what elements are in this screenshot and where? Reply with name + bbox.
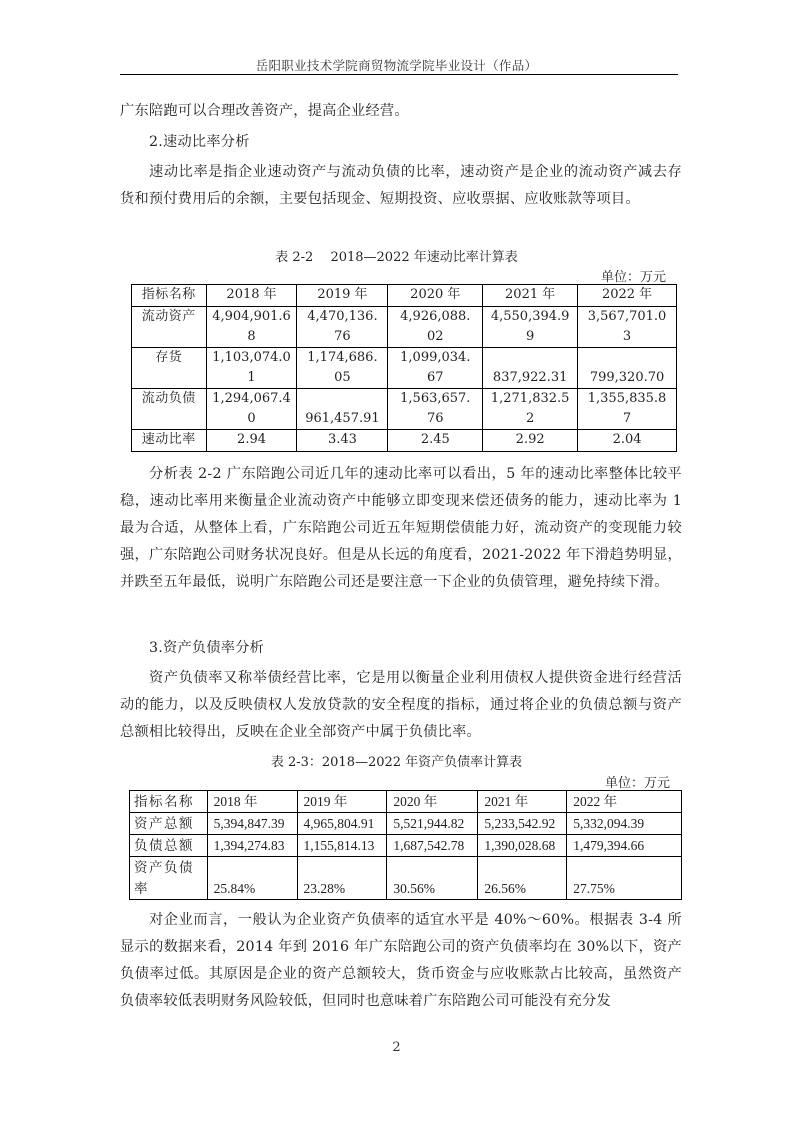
table-cell: 5,394,847.39	[207, 813, 297, 835]
label-line: 率	[134, 881, 149, 896]
table-cell	[297, 348, 388, 389]
cell-line: 2	[526, 411, 535, 426]
table-cell	[206, 348, 297, 389]
debt-ratio-table	[129, 790, 682, 900]
cell-line: 3,567,701.0	[587, 309, 667, 324]
table-2-3-caption: 表 2-3：2018—2022 年资产负债率计算表	[270, 755, 523, 770]
cell-line: 1,099,034.	[400, 350, 471, 365]
cell-line: 7	[622, 411, 632, 426]
section-heading-quick-ratio: 2.速动比率分析	[149, 134, 250, 150]
table-2-3-unit: 单位：万元	[605, 776, 671, 791]
cell-line: 1,294,067.4	[212, 391, 291, 406]
table-cell: 30.56%	[387, 857, 478, 900]
cell-line: 76	[427, 411, 444, 426]
cell-line	[578, 348, 676, 368]
header-cell-year: 2019 年	[297, 285, 388, 307]
header-cell-indicator: 指标名称	[130, 791, 208, 813]
cell-line: 67	[427, 370, 444, 385]
cell-line: 4,926,088.	[400, 309, 471, 324]
cell-line: 1,271,832.5	[490, 391, 570, 406]
table-cell	[206, 307, 297, 348]
cell-line: 9	[526, 329, 535, 344]
table-row	[132, 348, 677, 389]
cell-line: 4,904,901.6	[212, 309, 291, 324]
table-cell	[483, 430, 578, 452]
cell-line: 961,457.91	[305, 411, 380, 426]
table-cell	[578, 307, 677, 348]
table-cell	[483, 348, 578, 389]
header-cell-year: 2018 年	[206, 285, 297, 307]
table-row	[130, 835, 682, 857]
cell-line: 3.43	[327, 432, 357, 447]
table-cell	[297, 430, 388, 452]
header-cell-year: 2022 年	[567, 791, 682, 813]
label-line: 负债总额	[134, 838, 194, 853]
table-cell	[297, 307, 388, 348]
table-cell: 25.84%	[207, 857, 297, 900]
cell-line: 2.94	[237, 432, 266, 447]
paragraph-intro-tail: 广东陪跑可以合理改善资产，提高企业经营。	[120, 103, 409, 119]
table-2-2-caption: 表 2-2 2018—2022 年速动比率计算表	[275, 250, 518, 265]
row-label: 流动资产	[132, 307, 207, 348]
table-cell	[388, 348, 483, 389]
table-cell: 1,687,542.78	[387, 835, 478, 857]
table-row	[132, 389, 677, 430]
table-cell: 5,332,094.39	[567, 813, 682, 835]
table-header-row	[132, 285, 677, 307]
label-line: 资产负债	[134, 860, 194, 875]
cell-line: 1,563,657.	[400, 391, 471, 406]
cell-line: 4,470,136.	[307, 309, 378, 324]
table-cell	[388, 307, 483, 348]
header-cell-year: 2020 年	[387, 791, 478, 813]
table-cell	[388, 389, 483, 430]
row-label: 存货	[132, 348, 207, 389]
label-line: 资产总额	[134, 816, 194, 831]
header-cell-year: 2021 年	[478, 791, 567, 813]
document-header-title: 岳阳职业技术学院商贸物流学院毕业设计（作品）	[255, 58, 538, 73]
cell-line: 3	[622, 329, 632, 344]
row-label	[130, 813, 208, 835]
cell-line: 8	[247, 329, 256, 344]
table-cell: 5,521,944.82	[387, 813, 478, 835]
row-label: 速动比率	[132, 430, 207, 452]
cell-line	[297, 389, 387, 409]
table-row	[132, 430, 677, 452]
cell-line: 837,922.31	[492, 370, 568, 385]
paragraph-debt-ratio-analysis: 对企业而言，一般认为企业资产负债率的适宜水平是 40%～60%。根据表 3-4 所显示的数据来看，2014 年到 2016 年广东陪跑公司的资产负债率均在 30%以下，资产负债率过低。其原因是企业的资产总额较大，货币资金与应收账款占比较高，虽然资产负债率较低表明财务风险较低，但同时也意味着广东陪跑公司可能没有充分发	[120, 912, 682, 1009]
table-cell	[206, 430, 297, 452]
paragraph-quick-ratio-definition: 速动比率是指企业速动资产与流动负债的比率，速动资产是企业的流动资产减去存货和预付费用后的余额，主要包括现金、短期投资、应收票据、应收账款等项目。	[120, 164, 682, 207]
cell-line: 1,174,686.	[307, 350, 378, 365]
table-row	[130, 813, 682, 835]
table-cell: 1,155,814.13	[297, 835, 387, 857]
table-cell: 1,390,028.68	[478, 835, 567, 857]
cell-line: 2.04	[612, 432, 642, 447]
row-label	[130, 857, 208, 900]
header-cell-indicator: 指标名称	[132, 285, 207, 307]
table-cell: 1,394,274.83	[207, 835, 297, 857]
table-cell: 26.56%	[478, 857, 567, 900]
cell-line: 799,320.70	[589, 370, 665, 385]
header-cell-year: 2018 年	[207, 791, 297, 813]
table-header-row	[130, 791, 682, 813]
table-cell	[578, 430, 677, 452]
table-cell: 4,965,804.91	[297, 813, 387, 835]
cell-line: 1	[247, 370, 256, 385]
header-rule	[120, 74, 678, 75]
cell-line: 1,103,074.0	[212, 350, 291, 365]
header-cell-year: 2021 年	[483, 285, 578, 307]
table-row	[130, 857, 682, 900]
table-2-2-unit: 单位：万元	[601, 270, 667, 285]
header-cell-year: 2019 年	[297, 791, 387, 813]
header-cell-year: 2022 年	[578, 285, 677, 307]
paragraph-quick-ratio-analysis: 分析表 2-2 广东陪跑公司近几年的速动比率可以看出，5 年的速动比率整体比较平稳，速动比率用来衡量企业流动资产中能够立即变现来偿还债务的能力，速动比率为 1 最为合适，从整体上看，广东陪跑公司近五年短期偿债能力好，流动资产的变现能力较强，广东陪跑公司财务状况良好。但是从长远的角度看，2021-2022 年下滑趋势明显，并跌至五年最低，说明广东陪跑公司还是要注意一下企业的负债管理，避免持续下滑。	[120, 466, 682, 590]
table-cell: 1,479,394.66	[567, 835, 682, 857]
table-cell	[483, 307, 578, 348]
cell-line: 2.92	[515, 432, 545, 447]
table-cell	[388, 430, 483, 452]
table-cell	[206, 389, 297, 430]
section-heading-debt-ratio: 3.资产负债率分析	[149, 640, 265, 656]
cell-line: 05	[334, 370, 351, 385]
paragraph-debt-ratio-definition: 资产负债率又称举债经营比率，它是用以衡量企业利用债权人提供资金进行经营活动的能力，以及反映债权人发放贷款的安全程度的指标，通过将企业的负债总额与资产总额相比较得出，反映在企业全部资产中属于负债比率。	[120, 670, 682, 740]
cell-line: 0	[247, 411, 256, 426]
cell-line: 02	[427, 329, 444, 344]
cell-line: 76	[334, 329, 351, 344]
table-cell: 5,233,542.92	[478, 813, 567, 835]
table-row	[132, 307, 677, 348]
cell-line: 1,355,835.8	[587, 391, 667, 406]
page-number: 2	[392, 1040, 401, 1055]
cell-line: 4,550,394.9	[490, 309, 570, 324]
row-label	[130, 835, 208, 857]
cell-line: 2.45	[420, 432, 450, 447]
cell-line	[483, 348, 577, 368]
table-cell	[297, 389, 388, 430]
header-cell-year: 2020 年	[388, 285, 483, 307]
table-cell: 23.28%	[297, 857, 387, 900]
quick-ratio-table	[131, 284, 677, 452]
row-label: 流动负债	[132, 389, 207, 430]
table-cell: 27.75%	[567, 857, 682, 900]
table-cell	[483, 389, 578, 430]
table-cell	[578, 348, 677, 389]
table-cell	[578, 389, 677, 430]
